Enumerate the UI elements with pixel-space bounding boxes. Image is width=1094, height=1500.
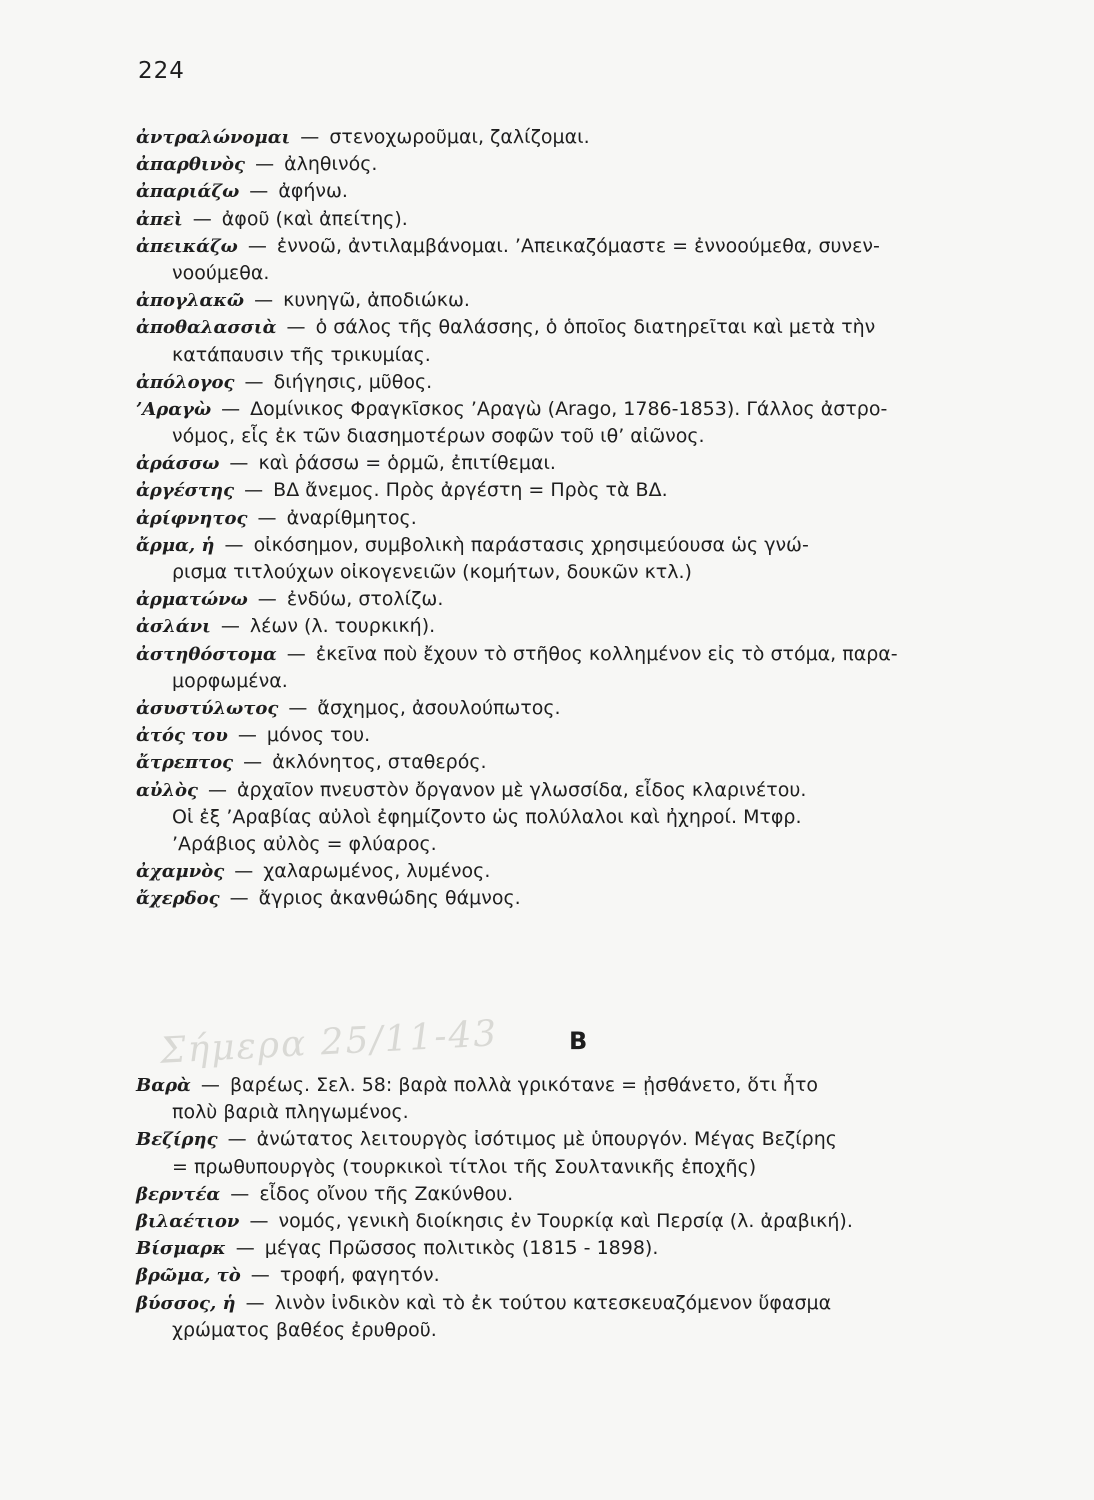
definition: κυνηγῶ, ἀποδιώκω. xyxy=(283,289,470,312)
em-dash: — xyxy=(251,588,283,611)
definition: διήγησις, μῦθος. xyxy=(273,370,433,393)
glossary-entry xyxy=(136,1290,1036,1344)
entry-line xyxy=(136,777,1036,804)
em-dash: — xyxy=(215,397,247,420)
definition: στενοχωροῦμαι, ζαλίζομαι. xyxy=(329,126,590,148)
definition: οἰκόσημον, συμβολικὴ παράστασις χρησιμεύουσα ὡς γνώ- xyxy=(253,533,809,556)
definition-continuation: πολὺ βαριὰ πληγωμένος. xyxy=(172,1101,409,1124)
em-dash: — xyxy=(201,778,234,801)
em-dash: — xyxy=(223,887,255,910)
definition: ἀνώτατος λειτουργὸς ἰσότιμος μὲ ὑπουργόν. Μέγας Βεζίρης xyxy=(256,1128,837,1151)
entry-line xyxy=(136,749,1036,776)
definition: λινὸν ἰνδικὸν καὶ τὸ ἐκ τούτου κατεσκευαζόμενον ὕφασμα xyxy=(274,1291,832,1314)
em-dash: — xyxy=(249,153,281,176)
headword: ’Αραγὼ xyxy=(136,398,212,420)
em-dash: — xyxy=(243,180,275,203)
entry-line xyxy=(136,369,1036,396)
em-dash: — xyxy=(294,126,326,148)
em-dash: — xyxy=(194,1074,226,1096)
definition: καὶ ῥάσσω = ὁρμῶ, ἐπιτίθεμαι. xyxy=(258,452,556,475)
headword: ἀργέστης xyxy=(136,480,235,502)
em-dash: — xyxy=(238,479,270,502)
entry-line xyxy=(136,1290,1036,1317)
em-dash: — xyxy=(244,1264,276,1287)
definition: ἀφήνω. xyxy=(278,180,348,203)
glossary-entry xyxy=(136,450,1036,477)
headword: ἀπεικάζω xyxy=(136,235,238,257)
glossary-entry xyxy=(136,477,1036,504)
definition: μέγας Πρῶσσος πολιτικὸς (1815 - 1898). xyxy=(264,1237,659,1260)
entry-line xyxy=(136,885,1036,912)
headword: Βεζίρης xyxy=(136,1129,218,1151)
entry-line xyxy=(136,124,1036,151)
glossary-entry xyxy=(136,206,1036,233)
definition: Δομίνικος Φραγκῖσκος ’Αραγὼ (Arago, 1786-1853). Γάλλος ἀστρο- xyxy=(250,397,888,420)
headword: ἄρμα, ἡ xyxy=(136,534,215,556)
em-dash: — xyxy=(223,452,255,475)
definition: βαρέως. Σελ. 58: βαρὰ πολλὰ γρικότανε = ᾐσθάνετο, ὅτι ἦτο xyxy=(229,1074,819,1096)
glossary-entry xyxy=(136,233,1036,287)
glossary-entry xyxy=(136,505,1036,532)
glossary-entry xyxy=(136,369,1036,396)
entry-line xyxy=(136,477,1036,504)
definition: ἀληθινός. xyxy=(284,153,378,176)
headword: βύσσος, ἡ xyxy=(136,1292,236,1314)
entry-line xyxy=(136,1208,1036,1235)
glossary-entry xyxy=(136,722,1036,749)
entry-line xyxy=(136,858,1036,885)
em-dash: — xyxy=(251,506,283,529)
definition-continuation: χρώματος βαθέος ἐρυθροῦ. xyxy=(172,1318,437,1341)
entry-line xyxy=(136,1262,1036,1289)
headword: ἀντραλώνομαι xyxy=(136,127,291,148)
em-dash: — xyxy=(229,1237,261,1260)
definition: εἶδος οἴνου τῆς Ζακύνθου. xyxy=(259,1182,514,1205)
glossary-section-alpha xyxy=(136,124,1036,912)
entry-line xyxy=(136,151,1036,178)
headword: ἀπεὶ xyxy=(136,208,183,230)
definition: ὁ σάλος τῆς θαλάσσης, ὁ ὁποῖος διατηρεῖται καὶ μετὰ τὴν xyxy=(315,316,876,339)
entry-line xyxy=(136,287,1036,314)
glossary-entry xyxy=(136,178,1036,205)
definition-continuation: = πρωθυπουργὸς (τουρκικοὶ τίτλοι τῆς Σουλτανικῆς ἐποχῆς) xyxy=(172,1155,757,1178)
headword: Βαρὰ xyxy=(136,1075,191,1096)
definition: ἄσχημος, ἀσουλούπωτος. xyxy=(317,696,561,719)
definition: ἐννοῶ, ἀντιλαμβάνομαι. ’Απεικαζόμαστε = ἐννοούμεθα, συνεν- xyxy=(276,234,880,257)
em-dash: — xyxy=(186,207,218,230)
entry-line xyxy=(136,178,1036,205)
headword: ἄχερδος xyxy=(136,888,220,910)
letter-heading-beta: Β xyxy=(569,1027,588,1055)
headword: ἀχαμνὸς xyxy=(136,861,225,883)
definition: ἐκεῖνα ποὺ ἔχουν τὸ στῆθος κολλημένον εἰς τὸ στόμα, παρα- xyxy=(315,642,898,665)
definition: ἐνδύω, στολίζω. xyxy=(286,588,444,611)
glossary-entry xyxy=(136,695,1036,722)
glossary-entry xyxy=(136,613,1036,640)
glossary-entry xyxy=(136,1072,1036,1126)
definition-continuation: κατάπαυσιν τῆς τρικυμίας. xyxy=(172,343,431,366)
definition-continuation: μορφωμένα. xyxy=(172,669,288,692)
definition: ἀφοῦ (καὶ ἀπείτης). xyxy=(221,207,408,230)
entry-line xyxy=(136,505,1036,532)
headword: ἀπαριάζω xyxy=(136,181,240,203)
em-dash: — xyxy=(214,615,246,638)
headword: Βίσμαρκ xyxy=(136,1238,226,1260)
glossary-entry xyxy=(136,532,1036,586)
definition-continuation: ρισμα τιτλούχων οἰκογενειῶν (κομήτων, δουκῶν κτλ.) xyxy=(172,561,692,583)
definition: μόνος του. xyxy=(266,724,371,747)
headword: ἀπόλογος xyxy=(136,371,235,393)
definition: τροφή, φαγητόν. xyxy=(279,1264,440,1287)
em-dash: — xyxy=(228,860,260,883)
glossary-section-beta xyxy=(136,1072,1036,1344)
em-dash: — xyxy=(280,316,312,339)
em-dash: — xyxy=(248,289,280,312)
headword: αὐλὸς xyxy=(136,779,198,801)
headword: ἀστηθόστομα xyxy=(136,643,277,665)
em-dash: — xyxy=(243,1209,275,1232)
glossary-entry xyxy=(136,1262,1036,1289)
headword: βιλαέτιον xyxy=(136,1210,240,1232)
headword: ἀρματώνω xyxy=(136,589,248,611)
glossary-entry xyxy=(136,151,1036,178)
entry-line xyxy=(136,206,1036,233)
entry-line xyxy=(136,586,1036,613)
entry-line xyxy=(136,1072,1036,1099)
em-dash: — xyxy=(221,1128,253,1151)
entry-line xyxy=(136,396,1036,423)
glossary-entry xyxy=(136,1235,1036,1262)
em-dash: — xyxy=(224,1182,256,1205)
definition: ἀρχαῖον πνευστὸν ὄργανον μὲ γλωσσίδα, εἶδος κλαρινέτου. xyxy=(237,778,807,801)
definition: ἀναρίθμητος. xyxy=(286,506,417,529)
headword: ἀράσσω xyxy=(136,453,220,475)
headword: ἀτός του xyxy=(136,725,228,747)
headword: ἀρίφνητος xyxy=(136,507,248,529)
glossary-entry xyxy=(136,1208,1036,1235)
glossary-entry xyxy=(136,885,1036,912)
entry-line xyxy=(136,613,1036,640)
entry-line xyxy=(136,314,1036,341)
em-dash: — xyxy=(241,234,273,257)
glossary-entry xyxy=(136,1181,1036,1208)
glossary-entry xyxy=(136,641,1036,695)
definition: ἀκλόνητος, σταθερός. xyxy=(272,751,487,774)
entry-line xyxy=(136,233,1036,260)
definition-continuation: Οἱ ἐξ ’Αραβίας αὐλοὶ ἐφημίζοντο ὡς πολύλαλοι καὶ ἠχηροί. Μτφρ. xyxy=(172,805,802,828)
entry-line xyxy=(136,1126,1036,1153)
glossary-entry xyxy=(136,858,1036,885)
definition-continuation: νόμος, εἷς ἐκ τῶν διασημοτέρων σοφῶν τοῦ ιθ’ αἰῶνος. xyxy=(172,425,705,448)
glossary-entry xyxy=(136,1126,1036,1180)
em-dash: — xyxy=(280,642,312,665)
glossary-entry xyxy=(136,777,1036,859)
definition-continuation: ’Αράβιος αὐλὸς = φλύαρος. xyxy=(172,832,437,855)
definition: χαλαρωμένος, λυμένος. xyxy=(263,860,491,883)
definition-continuation: νοούμεθα. xyxy=(172,261,270,284)
em-dash: — xyxy=(231,724,263,747)
glossary-entry xyxy=(136,314,1036,368)
em-dash: — xyxy=(282,696,314,719)
date-stamp: Σήμερα 25/11-43 xyxy=(159,1013,500,1072)
entry-line xyxy=(136,695,1036,722)
headword: ἀπαρθινὸς xyxy=(136,154,246,176)
headword: βερντέα xyxy=(136,1183,221,1205)
entry-line xyxy=(136,1235,1036,1262)
headword: ἄτρεπτος xyxy=(136,752,234,774)
entry-line xyxy=(136,450,1036,477)
em-dash: — xyxy=(218,533,250,556)
glossary-entry xyxy=(136,749,1036,776)
glossary-entry xyxy=(136,124,1036,151)
entry-line xyxy=(136,722,1036,749)
em-dash: — xyxy=(239,1291,271,1314)
entry-line xyxy=(136,1181,1036,1208)
em-dash: — xyxy=(237,751,269,774)
definition: ἄγριος ἀκανθώδης θάμνος. xyxy=(258,887,521,910)
em-dash: — xyxy=(238,370,270,393)
headword: βρῶμα, τὸ xyxy=(136,1265,241,1287)
page-number: 224 xyxy=(138,58,185,84)
headword: ἀσλάνι xyxy=(136,616,211,638)
headword: ἀπογλακῶ xyxy=(136,290,245,312)
glossary-entry xyxy=(136,396,1036,450)
definition: λέων (λ. τουρκική). xyxy=(249,615,436,638)
entry-line xyxy=(136,532,1036,559)
glossary-entry xyxy=(136,586,1036,613)
glossary-entry xyxy=(136,287,1036,314)
definition: ΒΔ ἄνεμος. Πρὸς ἀργέστη = Πρὸς τὰ ΒΔ. xyxy=(273,479,668,502)
entry-line xyxy=(136,641,1036,668)
headword: ἀποθαλασσιὰ xyxy=(136,317,277,339)
headword: ἀσυστύλωτος xyxy=(136,697,279,719)
definition: νομός, γενικὴ διοίκησις ἐν Τουρκίᾳ καὶ Περσίᾳ (λ. ἀραβική). xyxy=(278,1209,853,1232)
